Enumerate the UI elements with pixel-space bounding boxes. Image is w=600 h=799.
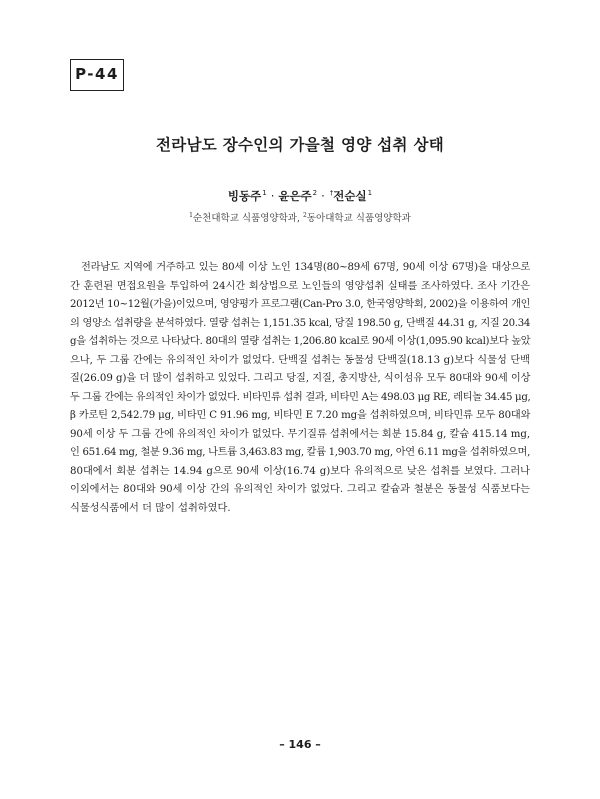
abstract-line: 간 훈련된 면접요원을 투입하여 24시간 회상법으로 노인들의 영양섭취 실태를 조사하였다. 조사 기간은 <box>70 280 530 292</box>
author <box>228 189 267 203</box>
author-name: 윤은주 <box>278 189 312 203</box>
abstract-line: 90세 이상 두 그룹 간에 유의적인 차이가 없었다. 무기질류 섭취에서는 회분 15.84 g, 칼슘 415.14 mg, <box>70 428 530 440</box>
author-name: 빙동주 <box>227 189 262 203</box>
paper-title: 전라남도 장수인의 가을철 영양 섭취 상태 <box>155 136 445 154</box>
affiliation-mark: 1 <box>262 189 267 197</box>
abstract-line: 인 651.64 mg, 철분 9.36 mg, 나트륨 3,463.83 mg, 칼륨 1,903.70 mg, 아연 6.11 mg을 섭취하였으며, <box>70 447 530 458</box>
abstract-line: 2012년 10~12월(가을)이었으며, 영양평가 프로그램(Can-Pro 3.0, 한국영양학회, 2002)을 이용하여 개인 <box>70 299 531 310</box>
abstract-line: 식물성식품에서 더 많이 섭취하였다. <box>70 502 231 514</box>
abstract-line: 80대에서 회분 섭취는 14.94 g으로 90세 이상(16.74 g)보다 유의적으로 낮은 섭취를 보였다. 그러나 <box>70 465 530 477</box>
abstract-line: 두 그룹 간에는 유의적인 차이가 없었다. 비타민류 섭취 결과, 비타민 A는 498.03 μg RE, 레티놀 34.45 μg, <box>70 391 531 403</box>
affiliation-mark: 2 <box>312 189 318 197</box>
affiliation-mark: 1 <box>189 212 193 219</box>
author-name: 전순실 <box>333 189 367 203</box>
author <box>329 189 372 203</box>
page-number: – 146 – <box>279 738 321 751</box>
affiliation-mark: 2 <box>303 212 307 219</box>
affiliation-name: 순천대학교 식품영양학과, <box>193 213 300 224</box>
abstract-line: β 카로틴 2,542.79 μg, 비타민 C 91.96 mg, 비타민 E 7.20 mg을 섭취하였으며, 비타민류 모두 80대와 <box>70 410 531 421</box>
affiliation-name: 동아대학교 식품영양학과 <box>306 213 411 224</box>
abstract-body <box>70 259 530 518</box>
poster-number-box: P-44 <box>70 59 124 91</box>
abstract-line: 의 영양소 섭취량을 분석하였다. 열량 섭취는 1,151.35 kcal, 당질 198.50 g, 단백질 44.31 g, 지질 20.34 <box>70 317 531 329</box>
abstract-line: 으나, 두 그룹 간에는 유의적인 차이가 없었다. 단백질 섭취는 동물성 단백질(18.13 g)보다 식물성 단백 <box>70 354 530 366</box>
abstract-line: g을 섭취하는 것으로 나타났다. 80대의 열량 섭취는 1,206.80 kcal로 90세 이상(1,095.90 kcal)보다 높았 <box>70 336 531 347</box>
affiliation-list <box>0 210 600 224</box>
abstract-line: 질(26.09 g)을 더 많이 섭취하고 있었다. 그리고 당질, 지질, 총지방산, 식이섬유 모두 80대와 90세 이상 <box>70 373 531 384</box>
abstract-line: 이외에서는 80대와 90세 이상 간의 유의적인 차이가 없었다. 그리고 칼슘과 철분은 동물성 식품보다는 <box>70 484 530 495</box>
abstract-line: 전라남도 지역에 거주하고 있는 80세 이상 노인 134명(80~89세 67명, 90세 이상 67명)을 대상으로 <box>81 262 530 273</box>
affiliation-mark: 1 <box>367 189 373 197</box>
author-list <box>0 188 600 204</box>
author <box>278 189 317 203</box>
corresponding-author-mark: † <box>329 189 334 197</box>
author-separator: · <box>321 189 325 203</box>
author-separator: · <box>270 189 275 203</box>
